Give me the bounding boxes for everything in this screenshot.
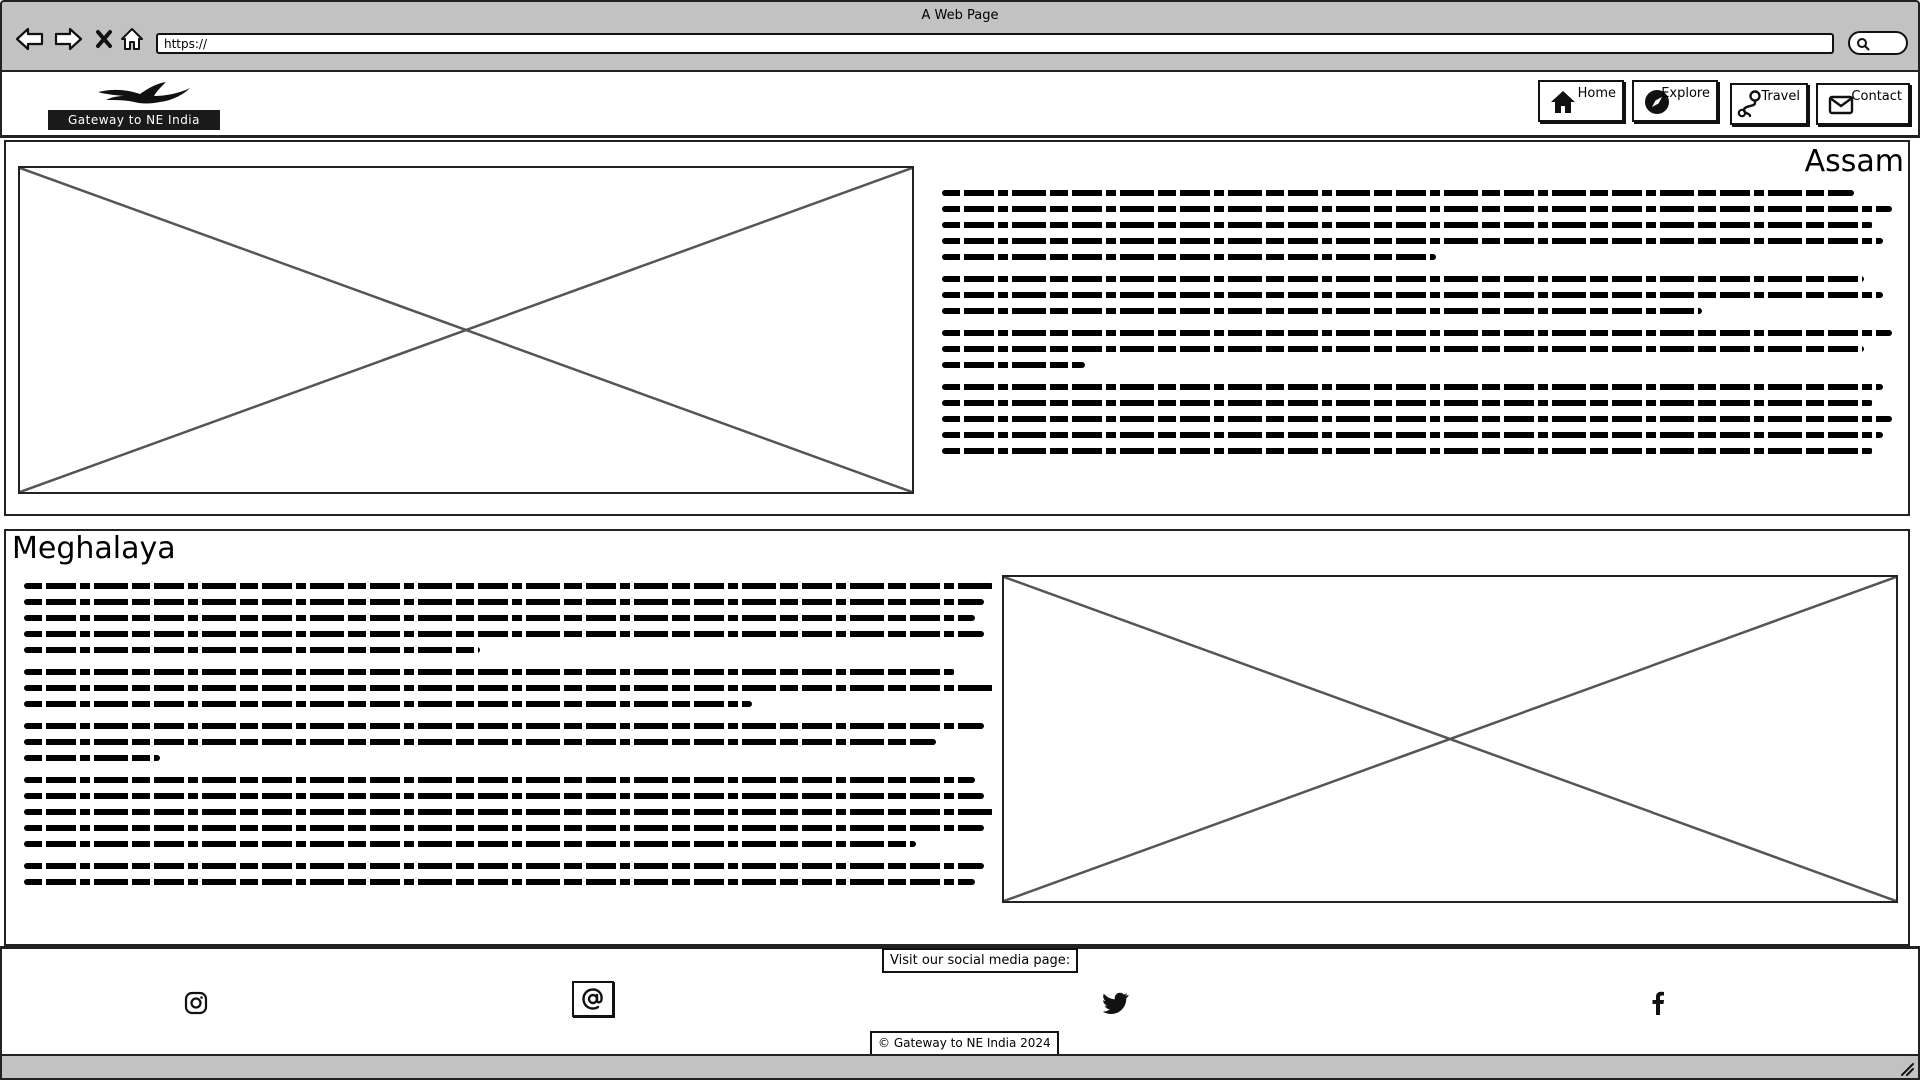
section-meghalaya — [4, 529, 1910, 946]
image-placeholder-icon — [1004, 577, 1896, 901]
meghalaya-image-placeholder — [1002, 575, 1898, 903]
meghalaya-paragraph — [24, 777, 994, 847]
facebook-link[interactable] — [1638, 985, 1678, 1021]
logo-text: Gateway to NE India — [48, 110, 220, 130]
assam-text — [942, 190, 1892, 470]
nav-contact-label: Contact — [1851, 89, 1902, 104]
home-icon — [1550, 90, 1576, 114]
email-link[interactable] — [572, 981, 614, 1017]
nav-explore-label: Explore — [1661, 86, 1710, 101]
nav-home-label: Home — [1577, 86, 1616, 101]
nav-home[interactable] — [1538, 80, 1624, 122]
assam-paragraph — [942, 330, 1892, 368]
section-title-meghalaya: Meghalaya — [12, 531, 176, 566]
nav-explore[interactable] — [1632, 80, 1718, 122]
meghalaya-paragraph — [24, 863, 994, 885]
window-title: A Web Page — [921, 8, 999, 23]
section-title-assam: Assam — [1804, 144, 1904, 179]
search-button[interactable] — [1848, 31, 1908, 55]
facebook-icon — [1651, 991, 1665, 1015]
site-logo[interactable] — [48, 78, 220, 130]
browser-chrome — [0, 0, 1920, 72]
site-footer — [0, 946, 1920, 1054]
twitter-icon — [1103, 992, 1129, 1014]
meghalaya-paragraph — [24, 583, 994, 653]
copyright-text: © Gateway to NE India 2024 — [870, 1031, 1059, 1056]
site-header — [0, 72, 1920, 138]
assam-paragraph — [942, 190, 1892, 260]
search-icon — [1856, 37, 1870, 51]
meghalaya-paragraph — [24, 723, 994, 761]
back-arrow-icon — [15, 26, 45, 52]
meghalaya-text — [24, 583, 994, 901]
assam-image-placeholder — [18, 166, 914, 494]
close-icon — [95, 29, 113, 49]
forward-button[interactable] — [52, 24, 84, 54]
back-button[interactable] — [14, 24, 46, 54]
browser-status-bar — [0, 1054, 1920, 1080]
route-icon — [1736, 89, 1764, 119]
image-placeholder-icon — [20, 168, 912, 492]
resize-grip-icon[interactable] — [1898, 1060, 1914, 1076]
nav-contact[interactable] — [1816, 83, 1910, 125]
forward-arrow-icon — [53, 26, 83, 52]
home-icon — [119, 26, 145, 52]
meghalaya-paragraph — [24, 669, 994, 707]
url-input[interactable] — [156, 33, 1834, 54]
assam-paragraph — [942, 276, 1892, 314]
twitter-link[interactable] — [1096, 985, 1136, 1021]
nav-travel[interactable] — [1730, 83, 1808, 125]
nav-travel-label: Travel — [1761, 89, 1800, 104]
home-button[interactable] — [116, 24, 148, 54]
section-assam — [4, 140, 1910, 516]
instagram-icon — [184, 991, 208, 1015]
at-sign-icon — [581, 987, 605, 1011]
assam-paragraph — [942, 384, 1892, 454]
bird-logo-icon — [94, 78, 214, 108]
instagram-link[interactable] — [176, 985, 216, 1021]
envelope-icon — [1828, 95, 1854, 115]
social-media-label: Visit our social media page: — [882, 948, 1078, 973]
